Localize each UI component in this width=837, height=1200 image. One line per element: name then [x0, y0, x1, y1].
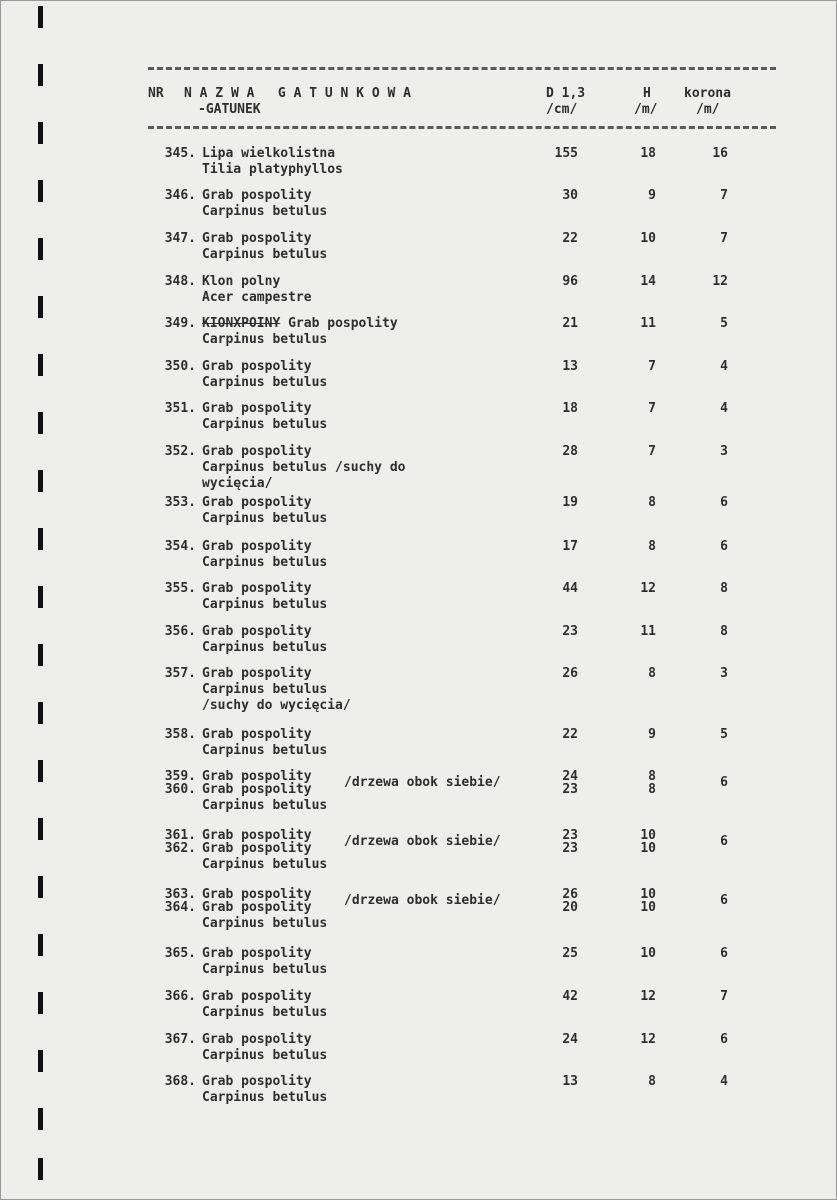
height-value: 8 — [648, 666, 656, 681]
species-name: Grab pospolity — [202, 444, 312, 459]
diameter-value: 44 — [562, 581, 578, 596]
header-d: D 1,3 — [546, 86, 586, 101]
crown-value: 4 — [720, 359, 728, 374]
species-name: Lipa wielkolistna — [202, 146, 336, 161]
species-name: Grab pospolity — [202, 624, 312, 639]
crown-value: 6 — [720, 775, 728, 790]
diameter-value: 26 — [562, 887, 578, 902]
crown-value: 7 — [720, 989, 728, 1004]
height-value: 10 — [640, 231, 656, 246]
species-latin: Carpinus betulus — [202, 332, 328, 347]
diameter-value: 23 — [562, 624, 578, 639]
crown-value: 4 — [720, 1074, 728, 1089]
table-row — [148, 727, 788, 769]
pair-note: /drzewa obok siebie/ — [344, 834, 501, 849]
tree-number: 361. — [164, 828, 196, 843]
binding-hole — [38, 992, 43, 1014]
table-row — [148, 539, 788, 581]
crown-value: 6 — [720, 834, 728, 849]
binding-hole — [38, 180, 43, 202]
height-value: 9 — [648, 188, 656, 203]
species-name: Grab pospolity — [202, 1032, 312, 1047]
table-row — [148, 146, 788, 188]
species-name: Grab pospolity — [202, 782, 312, 797]
diameter-value: 19 — [562, 495, 578, 510]
header-name: N A Z W A G A T U N K O W A — [184, 86, 411, 101]
diameter-value: 20 — [562, 900, 578, 915]
tree-number: 355. — [164, 581, 196, 596]
header-h-unit: /m/ — [634, 102, 658, 117]
tree-number: 345. — [164, 146, 196, 161]
header-top-rule — [148, 67, 776, 70]
tree-number: 363. — [164, 887, 196, 902]
crown-value: 12 — [712, 274, 728, 289]
species-latin: Carpinus betulus — [202, 247, 328, 262]
binding-hole — [38, 528, 43, 550]
height-value: 8 — [648, 769, 656, 784]
header-korona-unit: /m/ — [696, 102, 720, 117]
height-value: 10 — [640, 900, 656, 915]
species-name: Grab pospolity — [202, 188, 312, 203]
crown-value: 5 — [720, 316, 728, 331]
binding-hole — [38, 876, 43, 898]
header-korona: korona — [684, 86, 731, 101]
binding-hole — [38, 238, 43, 260]
crown-value: 8 — [720, 624, 728, 639]
table-row — [148, 359, 788, 401]
species-latin: Carpinus betulus — [202, 743, 328, 758]
species-name: Grab pospolity — [202, 1074, 312, 1089]
header-d-unit: /cm/ — [546, 102, 578, 117]
tree-number: 368. — [164, 1074, 196, 1089]
height-value: 10 — [640, 828, 656, 843]
tree-number: 353. — [164, 495, 196, 510]
binding-hole — [38, 818, 43, 840]
species-name: Grab pospolity — [202, 581, 312, 596]
crown-value: 3 — [720, 666, 728, 681]
binding-hole — [38, 586, 43, 608]
height-value: 10 — [640, 946, 656, 961]
species-latin: Carpinus betulus — [202, 204, 328, 219]
crown-value: 16 — [712, 146, 728, 161]
height-value: 18 — [640, 146, 656, 161]
tree-number: 347. — [164, 231, 196, 246]
species-latin: Carpinus betulus — [202, 682, 328, 697]
height-value: 12 — [640, 581, 656, 596]
height-value: 7 — [648, 401, 656, 416]
binding-hole — [38, 760, 43, 782]
height-value: 10 — [640, 887, 656, 902]
diameter-value: 17 — [562, 539, 578, 554]
height-value: 8 — [648, 539, 656, 554]
table-row-pair — [148, 828, 788, 880]
diameter-value: 28 — [562, 444, 578, 459]
diameter-value: 22 — [562, 231, 578, 246]
diameter-value: 25 — [562, 946, 578, 961]
species-name: Grab pospolity — [202, 769, 312, 784]
species-name: Grab pospolity — [202, 828, 312, 843]
tree-number: 349. — [164, 316, 196, 331]
height-value: 7 — [648, 359, 656, 374]
species-name: Grab pospolity — [202, 841, 312, 856]
crown-value: 4 — [720, 401, 728, 416]
species-name: Grab pospolity — [202, 989, 312, 1004]
species-latin: Carpinus betulus — [202, 511, 328, 526]
species-latin: Carpinus betulus — [202, 962, 328, 977]
tree-number: 350. — [164, 359, 196, 374]
species-latin: Carpinus betulus — [202, 916, 328, 931]
diameter-value: 21 — [562, 316, 578, 331]
diameter-value: 22 — [562, 727, 578, 742]
height-value: 12 — [640, 989, 656, 1004]
diameter-value: 18 — [562, 401, 578, 416]
species-name-text: Grab pospolity — [280, 316, 398, 331]
table-row — [148, 231, 788, 273]
species-latin: Carpinus betulus — [202, 1005, 328, 1020]
species-name: Grab pospolity — [202, 401, 312, 416]
table-row-pair — [148, 887, 788, 939]
table-row — [148, 581, 788, 623]
diameter-value: 23 — [562, 828, 578, 843]
table-row — [148, 444, 788, 491]
table-row — [148, 624, 788, 666]
struck-text: KIONXPOINY — [202, 316, 281, 331]
species-name: Grab pospolity — [202, 666, 312, 681]
binding-hole — [38, 354, 43, 376]
species-latin: Carpinus betulus — [202, 640, 328, 655]
species-latin: Carpinus betulus — [202, 857, 328, 872]
tree-number: 346. — [164, 188, 196, 203]
table-row — [148, 1074, 788, 1116]
tree-number: 358. — [164, 727, 196, 742]
tree-number: 364. — [164, 900, 196, 915]
species-name: Grab pospolity — [202, 539, 312, 554]
species-latin: Tilia platyphyllos — [202, 162, 343, 177]
tree-number: 352. — [164, 444, 196, 459]
species-name: Grab pospolity — [202, 946, 312, 961]
crown-value: 6 — [720, 1032, 728, 1047]
species-name: Grab pospolity — [202, 359, 312, 374]
crown-value: 6 — [720, 893, 728, 908]
table-row-pair — [148, 769, 788, 821]
species-latin: Carpinus betulus — [202, 417, 328, 432]
tree-number: 367. — [164, 1032, 196, 1047]
crown-value: 3 — [720, 444, 728, 459]
crown-value: 8 — [720, 581, 728, 596]
binding-hole — [38, 1050, 43, 1072]
tree-number: 348. — [164, 274, 196, 289]
diameter-value: 23 — [562, 841, 578, 856]
tree-number: 357. — [164, 666, 196, 681]
species-latin: Carpinus betulus — [202, 597, 328, 612]
table-row — [148, 495, 788, 537]
table-row — [148, 188, 788, 230]
height-value: 8 — [648, 1074, 656, 1089]
binding-hole — [38, 6, 43, 28]
tree-number: 351. — [164, 401, 196, 416]
crown-value: 6 — [720, 495, 728, 510]
height-value: 12 — [640, 1032, 656, 1047]
binding-hole — [38, 934, 43, 956]
binding-hole — [38, 1158, 43, 1180]
crown-value: 7 — [720, 231, 728, 246]
crown-value: 6 — [720, 539, 728, 554]
table-row — [148, 1032, 788, 1074]
diameter-value: 26 — [562, 666, 578, 681]
species-latin: Carpinus betulus — [202, 555, 328, 570]
tree-number: 365. — [164, 946, 196, 961]
species-name: Grab pospolity — [202, 495, 312, 510]
pair-note: /drzewa obok siebie/ — [344, 893, 501, 908]
header-name-sub: -GATUNEK — [198, 102, 261, 117]
species-name: Grab pospolity — [202, 900, 312, 915]
binding-hole — [38, 64, 43, 86]
species-name: Klon polny — [202, 274, 281, 289]
diameter-value: 23 — [562, 782, 578, 797]
species-note: wycięcia/ — [202, 476, 273, 491]
height-value: 7 — [648, 444, 656, 459]
species-name: Grab pospolity — [202, 231, 312, 246]
table-row — [148, 946, 788, 988]
diameter-value: 30 — [562, 188, 578, 203]
header-bottom-rule — [148, 126, 776, 129]
height-value: 11 — [640, 624, 656, 639]
tree-number: 359. — [164, 769, 196, 784]
tree-number: 360. — [164, 782, 196, 797]
table-row — [148, 274, 788, 316]
binding-hole — [38, 644, 43, 666]
diameter-value: 24 — [562, 1032, 578, 1047]
species-name: Grab pospolity — [202, 887, 312, 902]
header-h: H — [643, 86, 651, 101]
species-latin: Carpinus betulus /suchy do — [202, 460, 406, 475]
binding-hole — [38, 296, 43, 318]
height-value: 10 — [640, 841, 656, 856]
species-name: Grab pospolity — [202, 727, 312, 742]
height-value: 8 — [648, 782, 656, 797]
table-row — [148, 401, 788, 443]
tree-number: 356. — [164, 624, 196, 639]
diameter-value: 13 — [562, 1074, 578, 1089]
height-value: 14 — [640, 274, 656, 289]
crown-value: 7 — [720, 188, 728, 203]
diameter-value: 24 — [562, 769, 578, 784]
species-latin: Carpinus betulus — [202, 798, 328, 813]
crown-value: 6 — [720, 946, 728, 961]
table-row — [148, 316, 788, 358]
binding-hole — [38, 702, 43, 724]
table-row — [148, 989, 788, 1031]
binding-hole — [38, 412, 43, 434]
species-note: /suchy do wycięcia/ — [202, 698, 351, 713]
species-latin: Acer campestre — [202, 290, 312, 305]
height-value: 8 — [648, 495, 656, 510]
tree-number: 354. — [164, 539, 196, 554]
height-value: 11 — [640, 316, 656, 331]
binding-hole — [38, 1108, 43, 1130]
tree-number: 362. — [164, 841, 196, 856]
diameter-value: 42 — [562, 989, 578, 1004]
tree-number: 366. — [164, 989, 196, 1004]
species-latin: Carpinus betulus — [202, 375, 328, 390]
diameter-value: 13 — [562, 359, 578, 374]
binding-hole — [38, 470, 43, 492]
height-value: 9 — [648, 727, 656, 742]
species-latin: Carpinus betulus — [202, 1048, 328, 1063]
crown-value: 5 — [720, 727, 728, 742]
diameter-value: 155 — [554, 146, 578, 161]
species-latin: Carpinus betulus — [202, 1090, 328, 1105]
binding-hole — [38, 122, 43, 144]
header-nr: NR — [148, 86, 164, 101]
diameter-value: 96 — [562, 274, 578, 289]
table-row — [148, 666, 788, 713]
pair-note: /drzewa obok siebie/ — [344, 775, 501, 790]
